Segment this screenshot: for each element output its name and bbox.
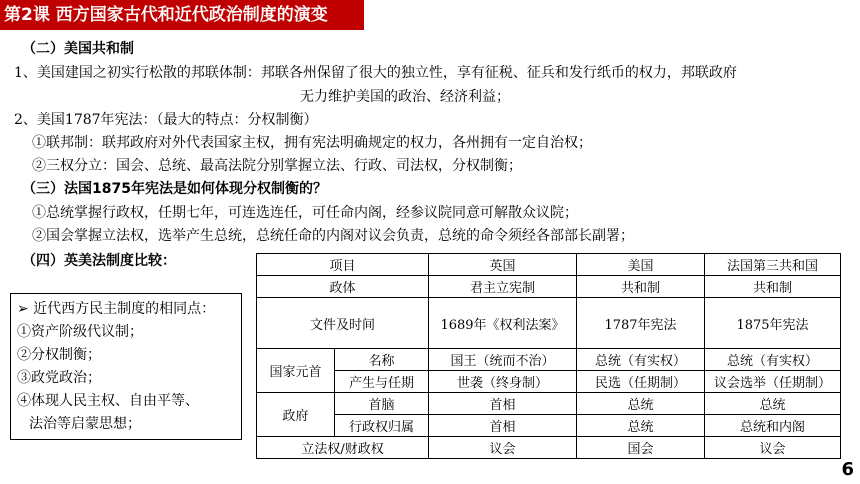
table-cell: 总统（有实权） [577, 349, 705, 371]
table-cell: 君主立宪制 [429, 276, 577, 298]
table-cell: 首相 [429, 415, 577, 437]
table-cell: 总统 [577, 415, 705, 437]
row-label: 文件及时间 [257, 298, 429, 349]
table-row [257, 298, 841, 349]
row-label: 产生与任期 [335, 371, 429, 393]
similarity-item: ②分权制衡； [17, 347, 101, 363]
table-cell: 总统 [705, 393, 841, 415]
table-cell: 1787年宪法 [577, 298, 705, 349]
similarities-title: ➢ 近代西方民主制度的相同点： [17, 301, 216, 317]
table-cell: 共和制 [705, 276, 841, 298]
table-row [257, 437, 841, 459]
similarity-item: ④体现人民主权、自由平等、 [17, 393, 199, 409]
table-cell: 首相 [429, 393, 577, 415]
group-label-head-of-state: 国家元首 [257, 349, 335, 393]
table-row [257, 276, 841, 298]
row-label: 政体 [257, 276, 429, 298]
table-cell: 1875年宪法 [705, 298, 841, 349]
table-cell: 议会选举（任期制） [705, 371, 841, 393]
table-cell: 世袭（终身制） [429, 371, 577, 393]
row-label: 立法权/财政权 [257, 437, 429, 459]
table-row [257, 415, 841, 437]
table-row [257, 393, 841, 415]
header-cell-britain: 英国 [429, 254, 577, 276]
header-cell-france: 法国第三共和国 [705, 254, 841, 276]
similarity-item: ①资产阶级代议制； [17, 324, 143, 340]
table-cell: 民选（任期制） [577, 371, 705, 393]
header-cell-usa: 美国 [577, 254, 705, 276]
group-label-government: 政府 [257, 393, 335, 437]
table-header-row [257, 254, 841, 276]
table-cell: 总统 [577, 393, 705, 415]
section3-item-president: ①总统掌握行政权，任期七年，可连选连任，可任命内阁，经参议院同意可解散众议院； [32, 205, 578, 221]
section2-paragraph-1a: 1、美国建国之初实行松散的邦联体制：邦联各州保留了很大的独立性，享有征税、征兵和发行纸币的权力，邦联政府 [14, 65, 737, 81]
table-cell: 共和制 [577, 276, 705, 298]
section2-heading: （二）美国共和制 [22, 41, 134, 57]
table-cell: 国王（统而不治） [429, 349, 577, 371]
section3-heading: （三）法国1875年宪法是如何体现分权制衡的？ [22, 181, 327, 197]
table-cell: 总统（有实权） [705, 349, 841, 371]
table-cell: 1689年《权利法案》 [429, 298, 577, 349]
section4-heading: （四）英美法制度比较： [22, 253, 176, 269]
row-label: 首脑 [335, 393, 429, 415]
section2-item-separation: ②三权分立：国会、总统、最高法院分别掌握立法、行政、司法权，分权制衡； [32, 158, 522, 174]
row-label: 名称 [335, 349, 429, 371]
table-cell: 议会 [705, 437, 841, 459]
table-row [257, 349, 841, 371]
similarities-box [10, 293, 242, 440]
header-cell-item: 项目 [257, 254, 429, 276]
table-cell: 议会 [429, 437, 577, 459]
table-cell: 总统和内阁 [705, 415, 841, 437]
table-row [257, 371, 841, 393]
section3-item-parliament: ②国会掌握立法权，选举产生总统，总统任命的内阁对议会负责，总统的命令须经各部部长副署； [32, 228, 634, 244]
comparison-table [256, 253, 841, 459]
table-cell: 国会 [577, 437, 705, 459]
section2-paragraph-1b: 无力维护美国的政治、经济利益； [300, 89, 510, 105]
similarity-item: 法治等启蒙思想； [29, 416, 141, 432]
similarity-item: ③政党政治； [17, 370, 101, 386]
page-number: 6 [841, 459, 854, 480]
lesson-title: 第2课 西方国家古代和近代政治制度的演变 [0, 0, 364, 30]
row-label: 行政权归属 [335, 415, 429, 437]
section2-paragraph-2: 2、美国1787年宪法：（最大的特点：分权制衡） [14, 112, 318, 128]
section2-item-federal: ①联邦制：联邦政府对外代表国家主权，拥有宪法明确规定的权力，各州拥有一定自治权； [32, 135, 592, 151]
